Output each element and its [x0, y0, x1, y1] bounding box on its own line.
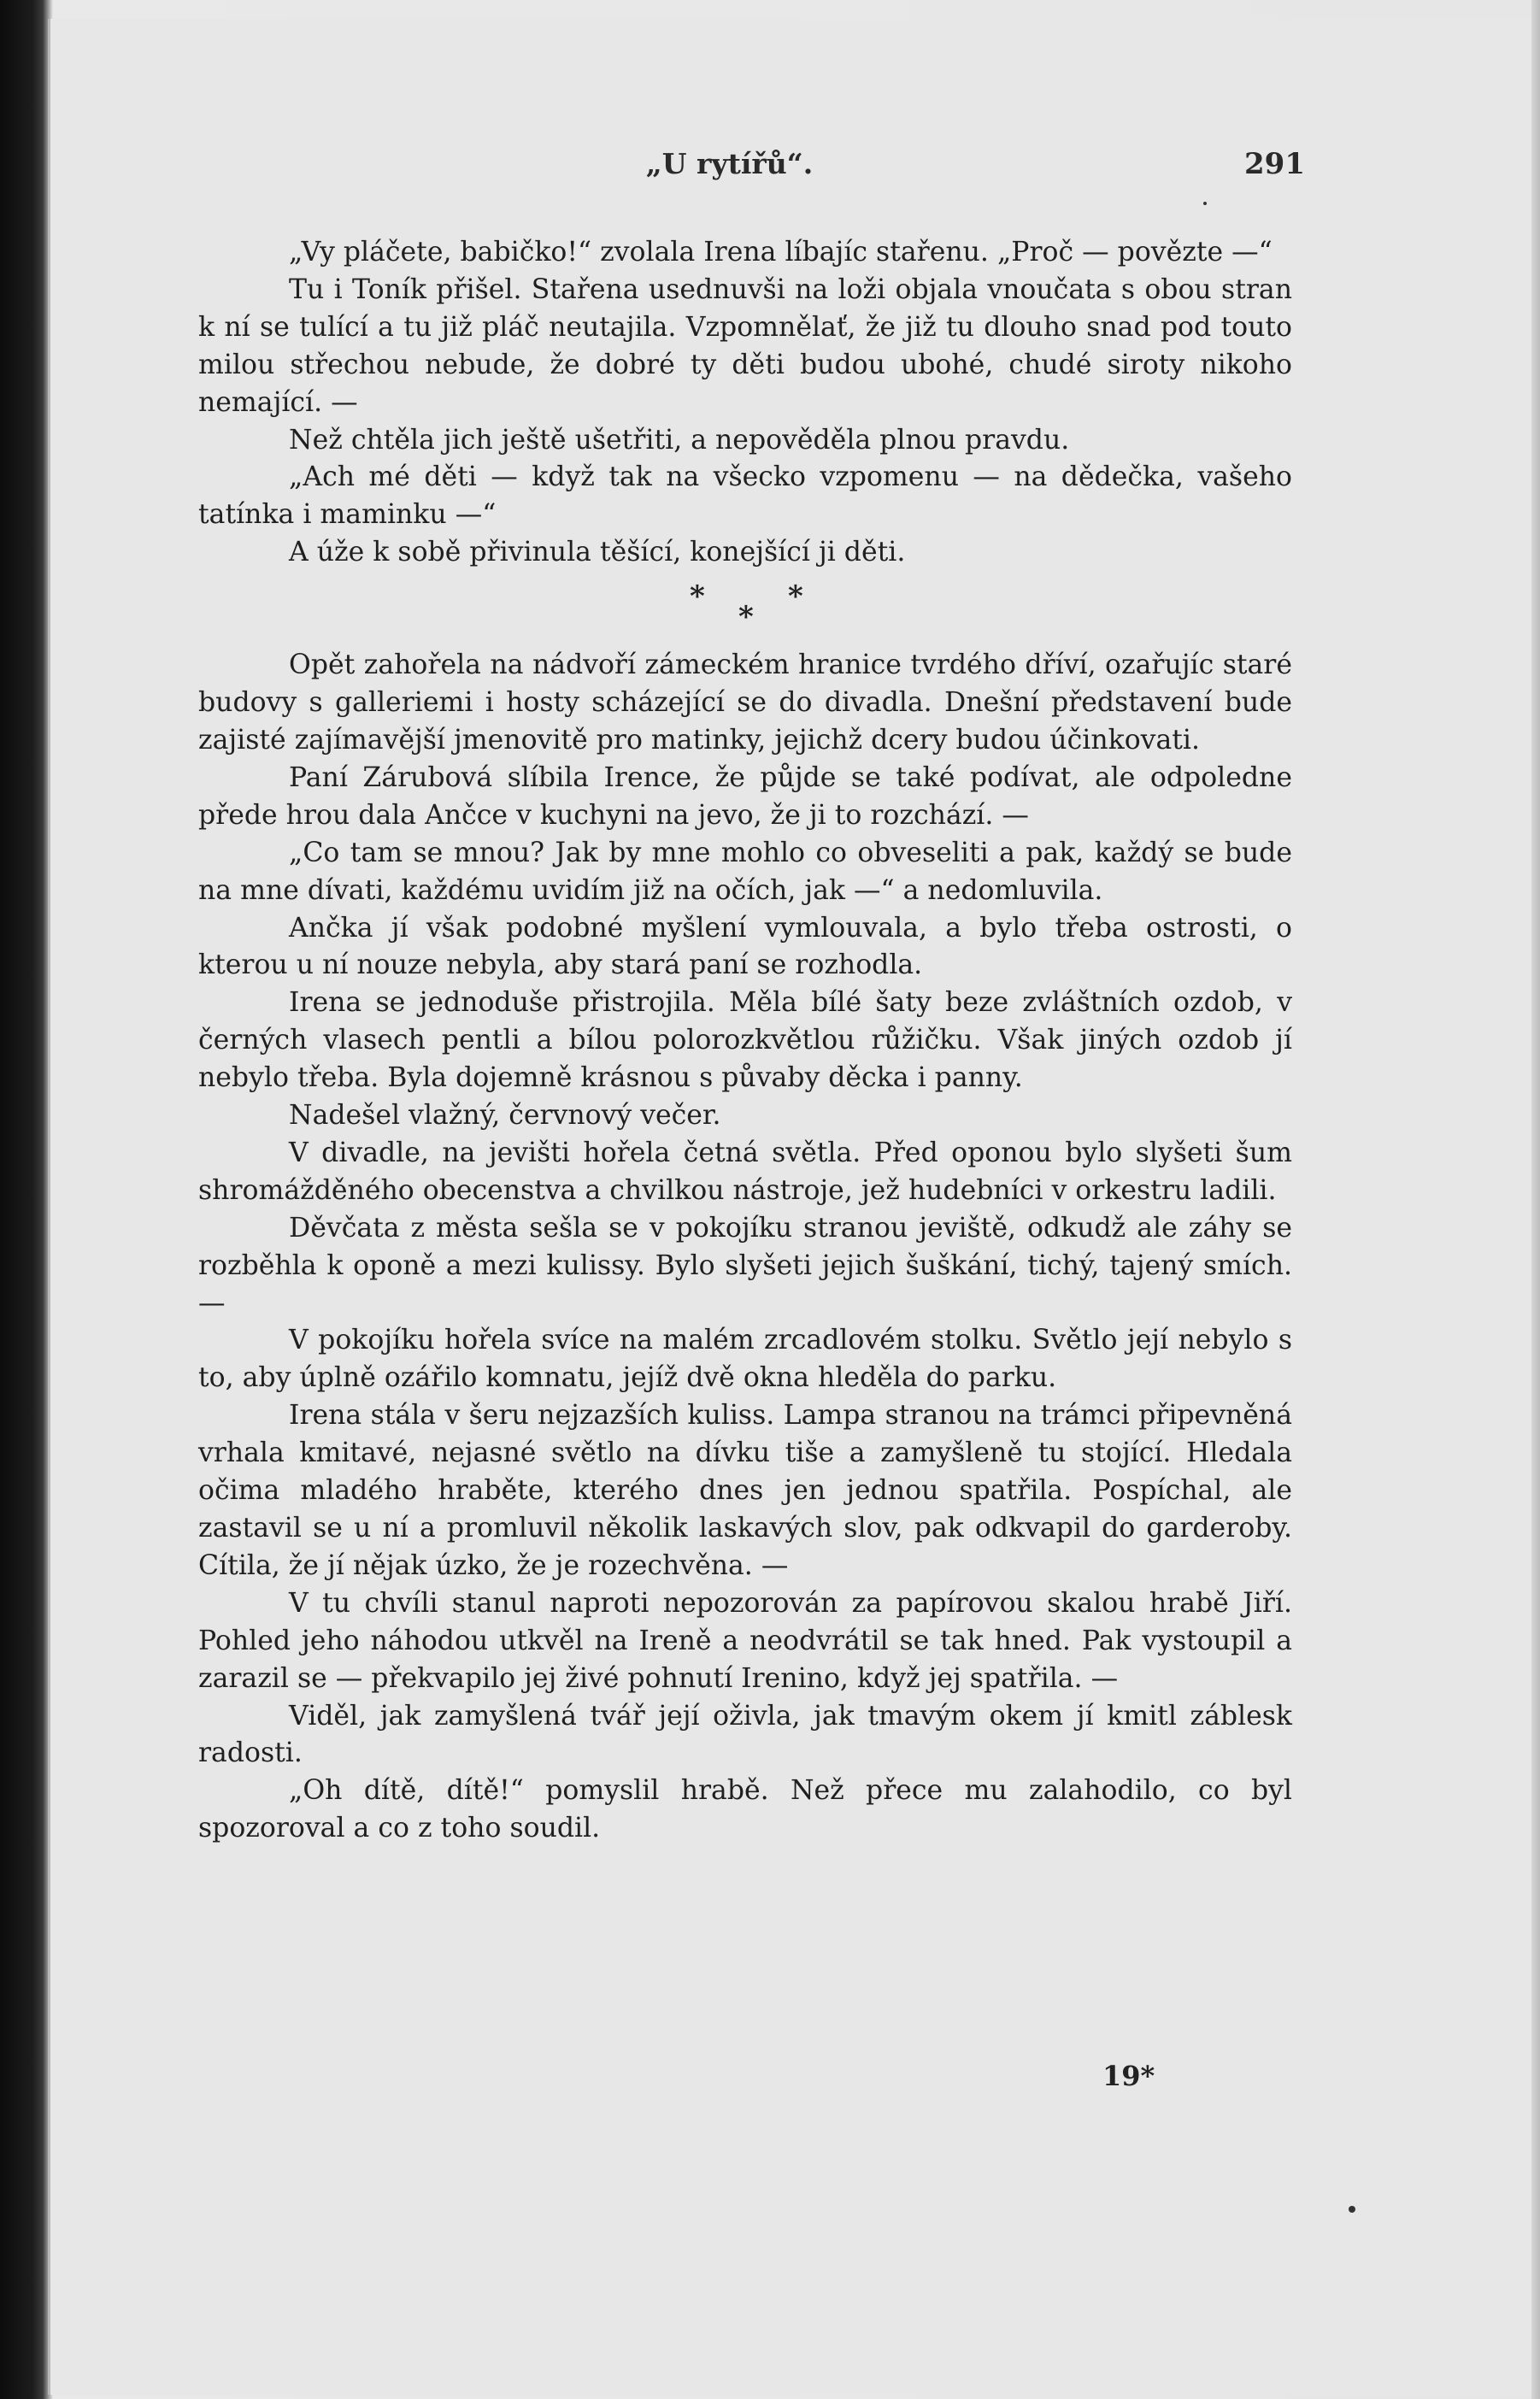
paragraph: „Oh dítě, dítě!“ pomyslil hrabě. Než přece mu zalahodilo, co byl spozoroval a co z toho soudil. — [198, 1775, 1292, 1844]
page-edge — [1531, 0, 1540, 2399]
paragraph: Irena se jednoduše přistrojila. Měla bílé šaty beze zvláštních ozdob, v černých vlasech pentli a bílou polorozkvětlou růžičku. Však jiných ozdob jí nebylo třeba. Byla dojemně krásnou s půvaby děcka i panny. — [198, 987, 1292, 1094]
paragraph: Viděl, jak zamyšlená tvář její oživla, jak tmavým okem jí kmitl záblesk radosti. — [198, 1700, 1292, 1769]
paragraph: Tu i Toník přišel. Stařena usednuvši na loži objala vnoučata s obou stran k ní se tulící a tu již pláč neutajila. Vzpomnělať, že již tu dlouho snad pod touto milou střechou nebude, že dobré ty děti budou ubohé, chudé siroty nikoho nemající. — — [198, 273, 1292, 418]
separator-star: * — [788, 579, 803, 614]
paragraph: „Vy pláčete, babičko!“ zvolala Irena líbajíc stařenu. „Proč — povězte —“ — [289, 237, 1273, 268]
dust-speck — [1349, 2206, 1355, 2213]
paragraph: Irena stála v šeru nejzazších kuliss. Lampa stranou na trámci připevněná vrhala kmitavé, nejasné světlo na dívku tiše a zamyšleně tu stojící. Hledala očima mladého hraběte, kterého dnes jen jednou spatřila. Pospíchal, ale zastavil se u ní a promluvil několik laskavých slov, pak odkvapil do garderoby. Cítila, že jí nějak úzko, že je rozechvěna. — — [198, 1400, 1292, 1581]
paragraph: V divadle, na jevišti hořela četná světla. Před oponou bylo slyšeti šum shromážděného obecenstva a chvilkou nástroje, jež hudebníci v orkestru ladili. — [198, 1137, 1292, 1206]
paragraph: Než chtěla jich ještě ušetřiti, a nepověděla plnou pravdu. — [289, 424, 1070, 456]
page-header — [154, 147, 1305, 198]
paragraph: „Co tam se mnou? Jak by mne mohlo co obveseliti a pak, každý se bude na mne dívati, každému uvidím již na očích, jak —“ a nedomluvila. — [198, 837, 1292, 906]
page-number: 291 — [1244, 147, 1305, 181]
paragraph: Opět zahořela na nádvoří zámeckém hranice tvrdého dříví, ozařujíc staré budovy s galleriemi i hosty scházející se do divadla. Dnešní představení bude zajisté zajímavější jmenovitě pro matinky, jejichž dcery budou účinkovati. — [198, 650, 1292, 756]
paragraph: A úže k sobě přivinula těšící, konejšící ji děti. — [289, 537, 906, 568]
paragraph: Nadešel vlažný, červnový večer. — [289, 1100, 721, 1132]
running-title: „U rytířů“. — [645, 147, 814, 180]
paragraph: Děvčata z města sešla se v pokojíku stranou jeviště, odkudž ale záhy se rozběhla k oponě a mezi kulissy. Bylo slyšeti jejich šuškání, tichý, tajený smích. — — [198, 1212, 1292, 1319]
paragraph: V pokojíku hořela svíce na malém zrcadlovém stolku. Světlo její nebylo s to, aby úplně ozářilo komnatu, jejíž dvě okna hleděla do parku. — [198, 1325, 1292, 1394]
separator-star: * — [690, 579, 705, 614]
paragraph: Ančka jí však podobné myšlení vymlouvala, a bylo třeba ostrosti, o kterou u ní nouze nebyla, aby stará paní se rozhodla. — [198, 912, 1292, 981]
dust-speck — [1203, 202, 1207, 205]
signature-mark: 19* — [1102, 2060, 1155, 2092]
paragraph: Paní Zárubová slíbila Irence, že půjde se také podívat, ale odpoledne přede hrou dala Ančce v kuchyni na jevo, že ji to rozchází. — — [198, 761, 1292, 831]
section-separator — [198, 572, 1292, 647]
paragraph: „Ach mé děti — když tak na všecko vzpomenu — na dědečka, vašeho tatínka i maminku —“ — [198, 462, 1292, 531]
body-text — [198, 234, 1292, 1848]
separator-star: * — [738, 600, 754, 635]
paragraph: V tu chvíli stanul naproti nepozorován za papírovou skalou hrabě Jiří. Pohled jeho náhodou utkvěl na Ireně a neodvrátil se tak hned. Pak vystoupil a zarazil se — překvapilo jej živé pohnutí Irenino, když jej spatřila. — — [198, 1587, 1292, 1694]
